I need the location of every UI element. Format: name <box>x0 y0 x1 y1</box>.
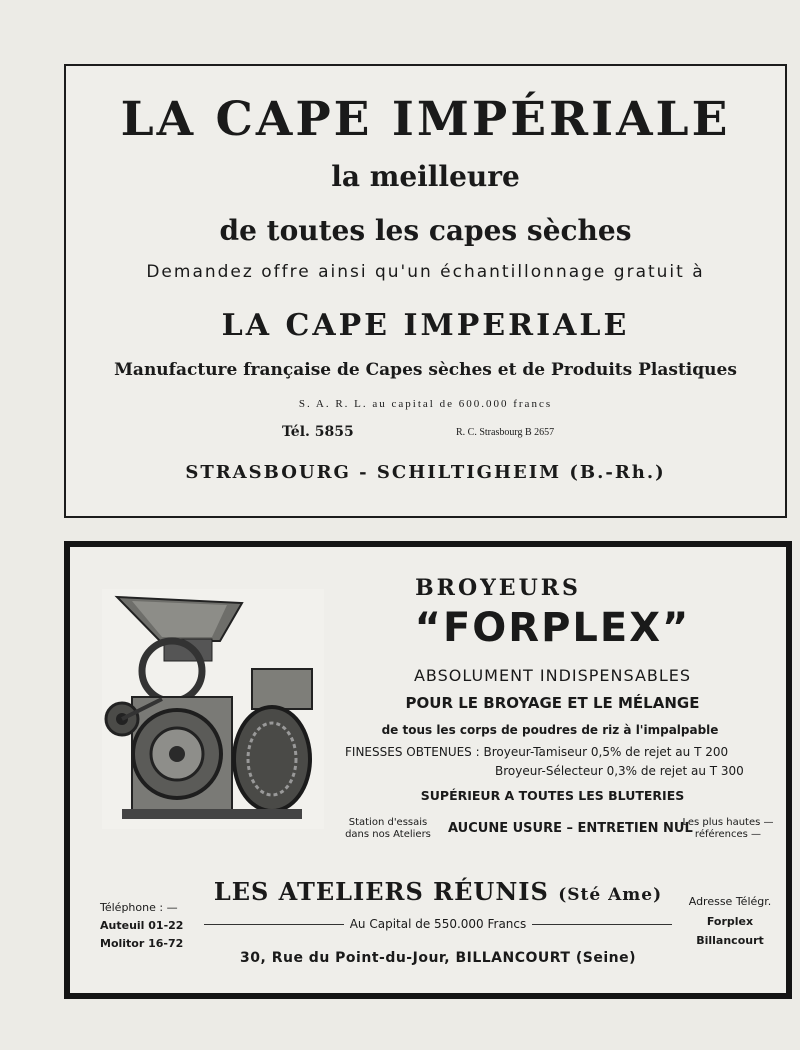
forplex-brand: “FORPLEX” <box>414 605 691 651</box>
capital-text: Au Capital de 550.000 Francs <box>349 917 527 931</box>
finesse-line-1: FINESSES OBTENUES : Broyeur-Tamiseur 0,5% de rejet au T 200 <box>345 745 729 759</box>
cape-title: LA CAPE IMPÉRIALE <box>120 92 731 147</box>
cape-registry: R. C. Strasbourg B 2657 <box>456 427 555 438</box>
broyeurs-heading: BROYEURS <box>415 575 581 601</box>
company-address: 30, Rue du Point-du-Jour, BILLANCOURT (Seine) <box>240 950 636 966</box>
right-rule <box>532 924 672 925</box>
telegraph-billancourt: Billancourt <box>696 934 764 947</box>
cape-company: LA CAPE IMPERIALE <box>221 308 630 343</box>
cape-description: Manufacture française de Capes sèches et de Produits Plastiques <box>114 360 737 380</box>
cape-imperiale-advertisement <box>64 64 787 518</box>
cape-phone: Tél. 5855 <box>282 424 354 440</box>
telegraph-label: Adresse Télégr. <box>688 895 772 908</box>
indispensable-line: ABSOLUMENT INDISPENSABLES <box>413 666 692 685</box>
references-text: Les plus hautes — références — <box>682 817 774 840</box>
cape-location: STRASBOURG - SCHILTIGHEIM (B.-Rh.) <box>185 462 666 483</box>
cape-tagline-1: la meilleure <box>331 160 520 193</box>
broyage-line: POUR LE BROYAGE ET LE MÉLANGE <box>405 694 700 712</box>
powders-line: de tous les corps de poudres de riz à l'impalpable <box>381 723 719 737</box>
cape-request: Demandez offre ainsi qu'un échantillonnage gratuit à <box>146 262 705 282</box>
forplex-advertisement <box>64 541 792 999</box>
company-suffix: (Sté Ame) <box>558 885 663 905</box>
phone-auteuil: Auteuil 01-22 <box>100 919 184 932</box>
company-name-text: LES ATELIERS RÉUNIS <box>213 877 549 906</box>
station-text: Station d'essais dans nos Ateliers <box>345 817 431 840</box>
finesse-line-2: Broyeur-Sélecteur 0,3% de rejet au T 300 <box>495 764 744 778</box>
no-wear-text: AUCUNE USURE – ENTRETIEN NUL <box>448 821 693 836</box>
company-name <box>188 877 688 906</box>
grinder-machine-illustration <box>102 589 324 829</box>
company-capital <box>188 917 688 931</box>
cape-capital: S. A. R. L. au capital de 600.000 francs <box>298 398 553 410</box>
telegraph-forplex: Forplex <box>706 915 754 928</box>
cape-tagline-2: de toutes les capes sèches <box>219 214 632 247</box>
left-rule <box>204 924 344 925</box>
phone-label: Téléphone : — <box>100 901 178 914</box>
phone-molitor: Molitor 16-72 <box>100 937 184 950</box>
superior-line: SUPÉRIEUR A TOUTES LES BLUTERIES <box>420 788 685 803</box>
